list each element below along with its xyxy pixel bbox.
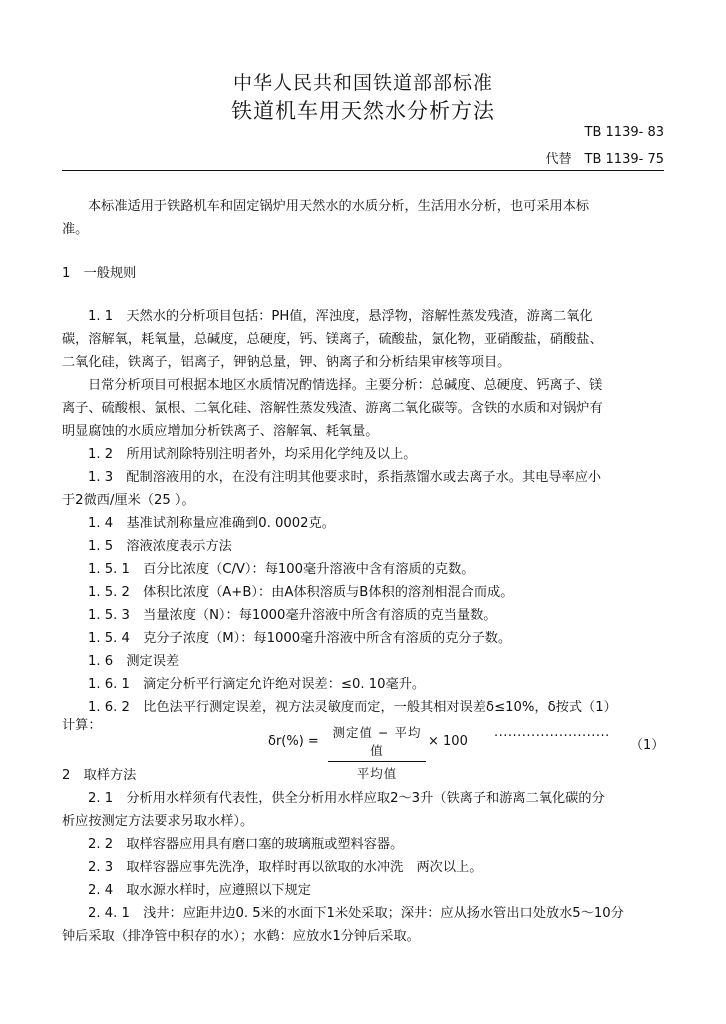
clause-1-6-2-line-2: 计算： xyxy=(62,718,102,733)
clause-2-4: 2. 4 取水源水样时，应遵照以下规定 xyxy=(88,883,311,898)
formula-numerator: 测定值 − 平均值 xyxy=(328,723,426,762)
formula-lhs: δr(%) = xyxy=(268,734,319,749)
clause-1-1-line-2: 碳，溶解氧，耗氧量，总碱度，总硬度，钙、镁离子，硫酸盐，氯化物，亚硝酸盐，硝酸盐、 xyxy=(62,332,603,347)
clause-1-6-1: 1. 6. 1 滴定分析平行滴定允许绝对误差：≤0. 10毫升。 xyxy=(88,677,426,692)
formula-fraction xyxy=(328,723,426,782)
clause-1-3-line-1: 1. 3 配制溶液用的水，在没有注明其他要求时，系指蒸馏水或去离子水。其电导率应小 xyxy=(88,470,602,485)
formula-denominator: 平均值 xyxy=(356,766,398,781)
clause-1-5-3: 1. 5. 3 当量浓度（N）：每1000毫升溶液中所含有溶质的克当量数。 xyxy=(88,608,497,623)
clause-1-5-1: 1. 5. 1 百分比浓度（C/V）：每100毫升溶液中含有溶质的克数。 xyxy=(88,562,475,577)
clause-1-2: 1. 2 所用试剂除特别注明者外，均采用化学纯及以上。 xyxy=(88,447,417,462)
clause-1-4: 1. 4 基准试剂称量应准确到0. 0002克。 xyxy=(88,516,335,531)
header-divider xyxy=(62,170,664,171)
formula-multiplier: × 100 xyxy=(428,734,468,749)
clause-2-2: 2. 2 取样容器应用具有磨口塞的玻璃瓶或塑料容器。 xyxy=(88,837,404,852)
clause-1-1-line-1: 1. 1 天然水的分析项目包括：PH值，浑浊度，悬浮物，溶解性蒸发残渣，游离二氧化 xyxy=(88,309,593,324)
standard-org-title: 中华人民共和国铁道部部标准 xyxy=(232,72,493,94)
document-title: 铁道机车用天然水分析方法 xyxy=(231,99,495,123)
clause-1-5: 1. 5 溶液浓度表示方法 xyxy=(88,539,232,554)
daily-analysis-line-2: 离子、硫酸根、氯根、二氧化硅、溶解性蒸发残渣、游离二氧化碳等。含铁的水质和对锅炉有 xyxy=(62,401,603,416)
clause-2-4-1-line-1: 2. 4. 1 浅井：应距井边0. 5米的水面下1米处采取；深井：应从扬水管出口处放水5～10分 xyxy=(88,906,624,921)
clause-1-5-2: 1. 5. 2 体积比浓度（A+B）：由A体积溶质与B体积的溶剂相混合而成。 xyxy=(88,585,514,600)
section-1-heading: 1 一般规则 xyxy=(62,266,137,281)
clause-2-3: 2. 3 取样容器应事先洗净，取样时再以欲取的水冲洗 两次以上。 xyxy=(88,860,483,875)
daily-analysis-line-3: 明显腐蚀的水质应增加分析铁离子、溶解氧、耗氧量。 xyxy=(62,424,379,439)
clause-1-1-line-3: 二氧化硅，铁离子，铝离子，钾钠总量，钾、钠离子和分析结果审核等项目。 xyxy=(62,355,511,370)
section-2-heading: 2 取样方法 xyxy=(62,768,137,783)
clause-1-6: 1. 6 测定误差 xyxy=(88,654,180,669)
clause-1-3-line-2: 于2微西/厘米（25 ）。 xyxy=(62,493,195,508)
clause-2-4-1-line-2: 钟后采取（排净管中积存的水）；水鹤：应放水1分钟后采取。 xyxy=(62,929,420,944)
intro-line-2: 准。 xyxy=(62,222,89,237)
standard-code: TB 1139- 83 xyxy=(584,125,664,140)
clause-1-6-2-line-1: 1. 6. 2 比色法平行测定误差，视方法灵敏度而定，一般其相对误差δ≤10%，δ按式（1） xyxy=(88,700,617,715)
replaces-code: 代替 TB 1139- 75 xyxy=(545,152,664,167)
daily-analysis-line-1: 日常分析项目可根据本地区水质情况酌情选择。主要分析：总碱度、总硬度、钙离子、镁 xyxy=(88,378,603,393)
intro-line-1: 本标准适用于铁路机车和固定锅炉用天然水的水质分析，生活用水分析，也可采用本标 xyxy=(88,199,590,214)
clause-1-5-4: 1. 5. 4 克分子浓度（M）：每1000毫升溶液中所含有溶质的克分子数。 xyxy=(88,631,512,646)
relative-error-formula xyxy=(268,723,668,781)
clause-2-1-line-1: 2. 1 分析用水样须有代表性，供全分析用水样应取2～3升（铁离子和游离二氧化碳的分 xyxy=(88,791,605,806)
formula-leader-dots: ························· xyxy=(494,729,610,744)
formula-equation-number: （1） xyxy=(630,738,665,753)
clause-2-1-line-2: 析应按测定方法要求另取水样）。 xyxy=(62,814,254,829)
